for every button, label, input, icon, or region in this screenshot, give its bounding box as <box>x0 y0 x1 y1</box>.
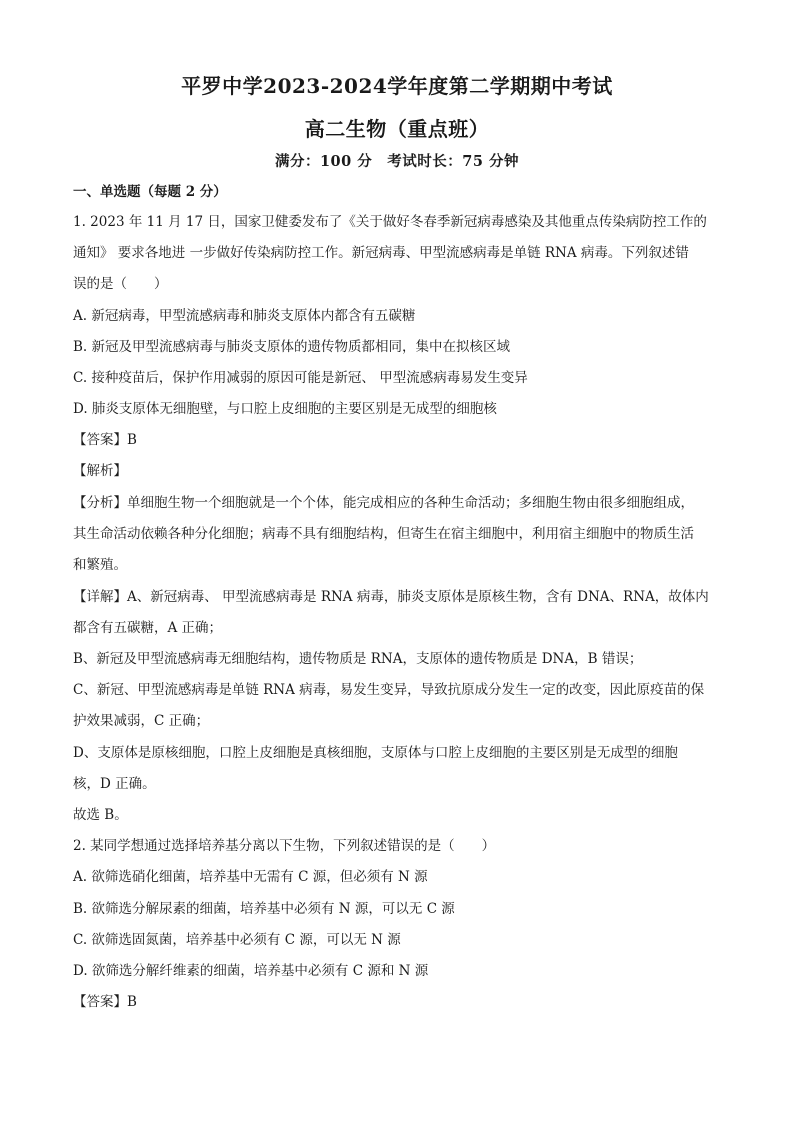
q2-option-c: C. 欲筛选固氮菌，培养基中必须有 C 源，可以无 N 源 <box>73 932 401 948</box>
section-heading: 一、单选题（每题 2 分） <box>73 184 227 200</box>
q2-stem: 2. 某同学想通过选择培养基分离以下生物，下列叙述错误的是（ ） <box>73 838 496 854</box>
q1-explanation-line-9: D、支原体是原核细胞，口腔上皮细胞是真核细胞，支原体与口腔上皮细胞的主要区别是无成型的细胞 <box>73 745 678 761</box>
q1-option-c: C. 接种疫苗后，保护作用减弱的原因可能是新冠、 甲型流感病毒易发生变异 <box>73 370 528 386</box>
q2-answer: 【答案】B <box>73 994 137 1010</box>
q1-analysis-label: 【解析】 <box>73 463 127 479</box>
q1-explanation-line-7: C、新冠、甲型流感病毒是单链 RNA 病毒，易发生变异，导致抗原成分发生一定的改变，因此原疫苗的保 <box>73 682 705 698</box>
q1-answer: 【答案】B <box>73 432 137 448</box>
q1-explanation-line-1: 【分析】单细胞生物一个细胞就是一个个体，能完成相应的各种生命活动；多细胞生物由很多细胞组成， <box>73 495 694 511</box>
q1-explanation-line-3: 和繁殖。 <box>73 557 127 573</box>
q2-option-b: B. 欲筛选分解尿素的细菌，培养基中必须有 N 源，可以无 C 源 <box>73 901 455 917</box>
q1-explanation-line-4: 【详解】A、新冠病毒、 甲型流感病毒是 RNA 病毒，肺炎支原体是原核生物，含有 DNA、RNA，故体内 <box>73 589 709 605</box>
q1-stem-line-1: 1. 2023 年 11 月 17 日，国家卫健委发布了《关于做好冬春季新冠病毒感染及其他重点传染病防控工作的 <box>73 214 707 230</box>
q2-option-a: A. 欲筛选硝化细菌，培养基中无需有 C 源，但必须有 N 源 <box>73 869 428 885</box>
exam-meta: 满分：100 分 考试时长：75 分钟 <box>274 153 520 170</box>
q1-explanation-line-8: 护效果减弱，C 正确； <box>73 713 210 729</box>
q1-stem-line-2: 通知》 要求各地进 一步做好传染病防控工作。新冠病毒、甲型流感病毒是单链 RNA 病毒。下列叙述错 <box>73 245 689 261</box>
q2-option-d: D. 欲筛选分解纤维素的细菌，培养基中必须有 C 源和 N 源 <box>73 963 429 979</box>
exam-title: 平罗中学2023-2024学年度第二学期期中考试 <box>181 74 613 98</box>
q1-option-a: A. 新冠病毒，甲型流感病毒和肺炎支原体内都含有五碳糖 <box>73 308 416 324</box>
q1-option-b: B. 新冠及甲型流感病毒与肺炎支原体的遗传物质都相同，集中在拟核区域 <box>73 339 511 355</box>
exam-subtitle: 高二生物（重点班） <box>304 117 490 141</box>
q1-explanation-line-2: 其生命活动依赖各种分化细胞；病毒不具有细胞结构，但寄生在宿主细胞中，利用宿主细胞中的物质生活 <box>73 526 694 542</box>
q1-explanation-line-6: B、新冠及甲型流感病毒无细胞结构，遗传物质是 RNA，支原体的遗传物质是 DNA，B 错误； <box>73 651 643 667</box>
q1-explanation-line-11: 故选 B。 <box>73 807 128 823</box>
q1-stem-line-3: 误的是（ ） <box>73 276 168 292</box>
q1-explanation-line-5: 都含有五碳糖，A 正确； <box>73 620 223 636</box>
q1-explanation-line-10: 核，D 正确。 <box>73 776 156 792</box>
q1-option-d: D. 肺炎支原体无细胞壁，与口腔上皮细胞的主要区别是无成型的细胞核 <box>73 401 497 417</box>
